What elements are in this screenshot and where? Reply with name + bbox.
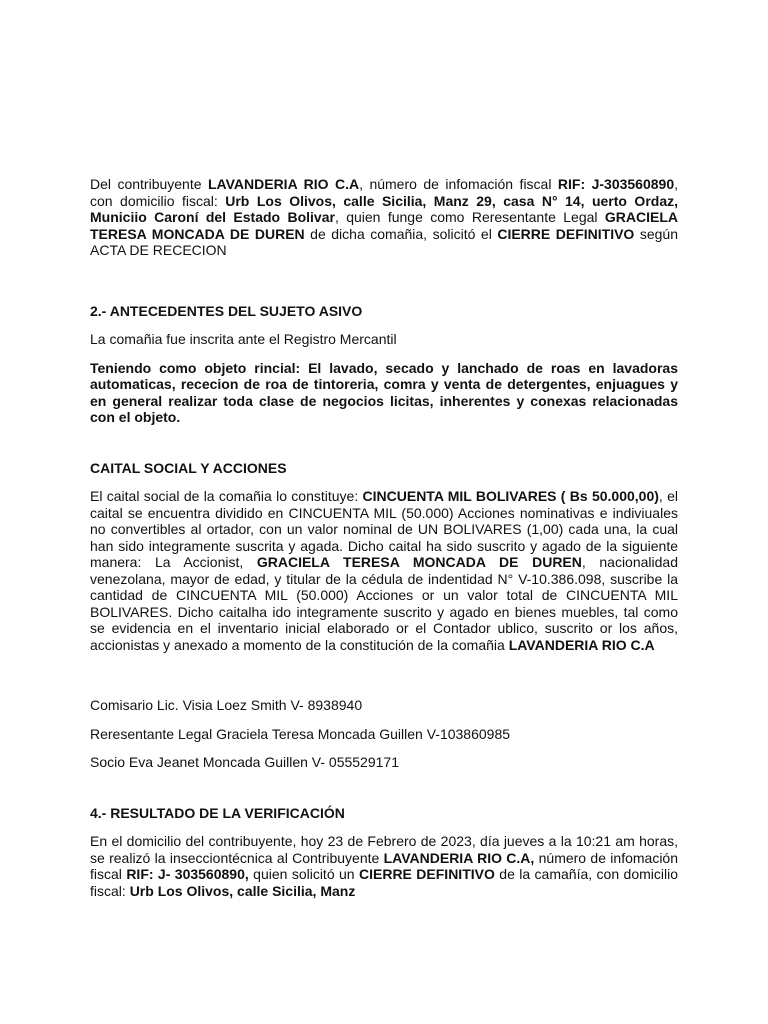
company-name: LAVANDERIA RIO C.A <box>207 176 360 192</box>
section-4-heading: 4.- RESULTADO DE LA VERIFICACIÓN <box>90 804 345 821</box>
company-name: LAVANDERIA RIO C.A <box>508 636 655 653</box>
section-2-heading: 2.- ANTECEDENTES DEL SUJETO ASIVO <box>90 302 363 319</box>
capital-text: , nacionalidad venezolana, mayor de edad, y titular de la cédula de indentidad N° V-10.386.098, suscribe la cantidad de CINCUENTA MIL (50.000) Acciones or un valor total de CINCUENTA MIL BOLIVARES. Dicho caitalha ido integramente suscrito y agado en bienes muebles, tal como se evidencia en el inventario inicial elaborado or el Contador ublico, suscrito or los años, accionistas y anexado a momento de la constitución de la comañia <box>90 554 678 653</box>
registry-line: La comañia fue inscrita ante el Registro Mercantil <box>90 331 397 347</box>
company-name: LAVANDERIA RIO C.A, <box>383 849 535 866</box>
capital-amount: CINCUENTA MIL BOLIVARES ( Bs 50.000,00) <box>362 488 659 504</box>
legal-representative: GRACIELA TERESA MONCADA DE DUREN <box>90 209 678 242</box>
intro-paragraph <box>90 176 678 259</box>
verification-text: quien solicitó un <box>248 866 359 882</box>
document-page <box>90 176 678 899</box>
closure-type: CIERRE DEFINITIVO <box>359 866 495 882</box>
intro-text: , quien funge como Reresentante Legal <box>334 209 605 225</box>
capital-text: El caital social de la comañia lo constituye: <box>90 488 363 504</box>
capital-paragraph <box>90 488 678 653</box>
fiscal-address: Urb Los Olivos, calle Sicilia, Manz 29, casa N° 14, uerto Ordaz, Municiio Caroní del Estado Bolivar <box>90 192 678 225</box>
partner-line: Socio Eva Jeanet Moncada Guillen V- 055529171 <box>90 754 399 770</box>
rif-number: RIF: J-303560890 <box>557 176 675 192</box>
verification-text: de la camañía, con domicilio fiscal: <box>90 866 678 899</box>
shareholder-name: GRACIELA TERESA MONCADA DE DUREN <box>256 554 582 570</box>
intro-text: Del contribuyente <box>90 176 208 192</box>
intro-text: , número de infomación fiscal <box>359 176 558 192</box>
verification-text: En el domicilio del contribuyente, hoy 23 de Febrero de 2023, día jueves a la 10:21 am horas, se realizó la insecciontécnica al Contribuyente <box>90 833 678 866</box>
fiscal-address: Urb Los Olivos, calle Sicilia, Manz <box>129 882 356 899</box>
intro-text: según ACTA DE RECECION <box>90 225 678 258</box>
intro-text: , con domicilio fiscal: <box>90 176 679 209</box>
capital-heading: CAITAL SOCIAL Y ACCIONES <box>90 459 287 476</box>
comisario-line: Comisario Lic. Visia Loez Smith V- 8938940 <box>90 697 363 713</box>
capital-text: , el caital se encuentra dividido en CINCUENTA MIL (50.000) Acciones nominativas e indiviuales no convertibles al ortador, con un valor nominal de UN BOLIVARES (1,00) cada una, la cual han sido integramente suscrita y agada. Dicho caital ha sido suscrito y agado de la siguiente manera: La Accionist, <box>90 488 678 570</box>
representative-line: Reresentante Legal Graciela Teresa Moncada Guillen V-103860985 <box>90 725 511 742</box>
verification-paragraph <box>90 833 678 899</box>
company-purpose: Teniendo como objeto rincial: El lavado, secado y lanchado de roas en lavadoras automaticas, rececion de roa de tintoreria, comra y venta de detergentes, enjuagues y en general realizar toda clase de negocios licitas, inherentes y conexas relacionadas con el objeto. <box>90 359 678 425</box>
intro-text: de dicha comañia, solicitó el <box>304 225 498 242</box>
verification-text: número de infomación fiscal <box>90 849 678 882</box>
rif-number: RIF: J- 303560890, <box>126 866 249 882</box>
closure-type: CIERRE DEFINITIVO <box>497 225 635 242</box>
